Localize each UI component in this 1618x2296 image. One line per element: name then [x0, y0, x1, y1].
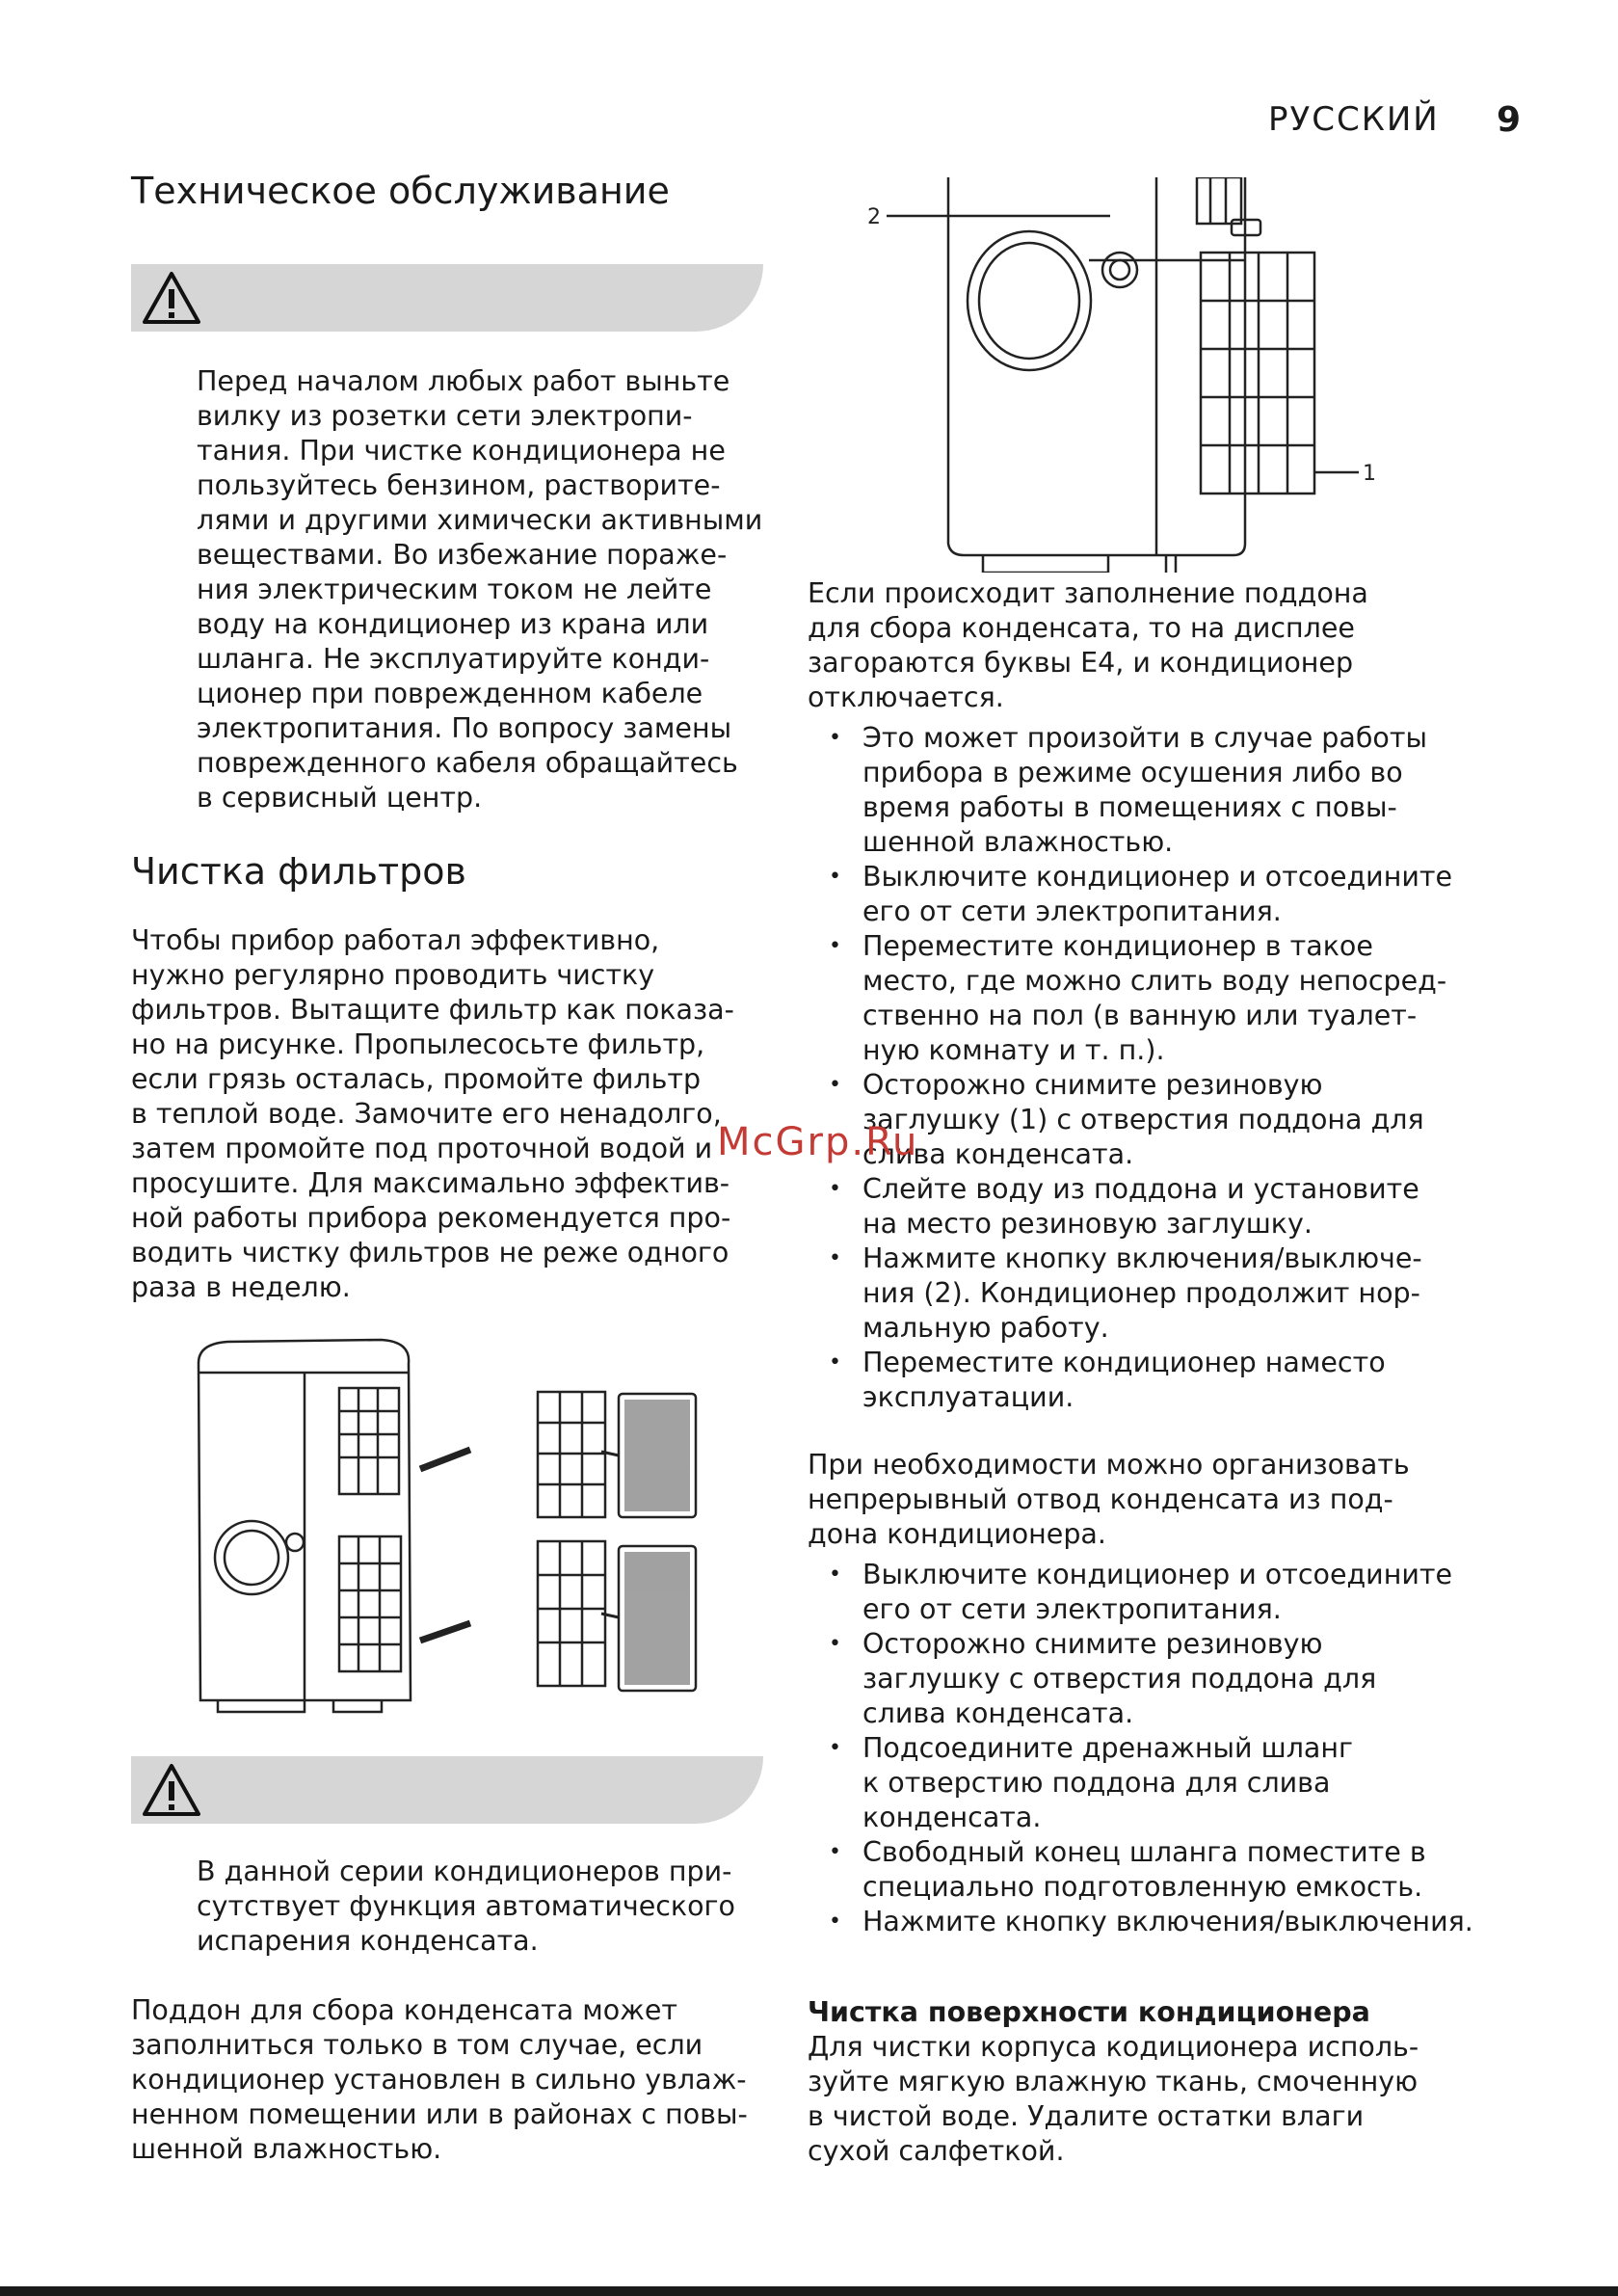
drain-steps-list	[808, 1558, 1501, 1939]
e4-intro-text: Если происходит заполнение поддона для сбора конденсата, то на дисплее загораются буквы E4, и кондиционер отключается.	[808, 577, 1368, 713]
warning-text-evaporation: В данной серии кондиционеров при- сутствует функция автоматического испарения конденсата.	[197, 1855, 735, 1957]
filter-removal-illustration	[189, 1334, 729, 1729]
list-item: • Осторожно снимите резиновую заглушку с отверстия поддона для слива конденсата.	[808, 1627, 1501, 1731]
callout-1: 1	[1363, 462, 1376, 486]
drain-plug-illustration	[867, 177, 1388, 573]
page-number: 9	[1497, 100, 1522, 140]
list-item: • Нажмите кнопку включения/выключения.	[808, 1905, 1501, 1939]
list-item: • Переместите кондиционер наместо эксплуатации.	[808, 1346, 1492, 1415]
surface-cleaning-title: Чистка поверхности кондиционера	[808, 1996, 1370, 2028]
warning-icon	[141, 1762, 202, 1818]
watermark: McGrp.Ru	[717, 1120, 919, 1164]
drain-intro-text: При необходимости можно организовать непрерывный отвод конденсата из под- дона кондиционера.	[808, 1449, 1410, 1550]
list-item: • Выключите кондиционер и отсоедините его от сети электропитания.	[808, 1558, 1501, 1627]
bottom-divider	[0, 2286, 1618, 2296]
warning-bar	[131, 264, 763, 332]
list-item: • Это может произойти в случае работы прибора в режиме осушения либо во время работы в помещениях с повы- шенной влажностью.	[808, 721, 1492, 860]
warning-icon	[141, 270, 202, 326]
list-item: • Переместите кондиционер в такое место, где можно слить воду непосред- ственно на пол (в ванную или туалет- ную комнату и т. п.).	[808, 929, 1492, 1068]
callout-2: 2	[867, 205, 881, 229]
list-item: • Свободный конец шланга поместите в специально подготовленную емкость.	[808, 1835, 1501, 1905]
language-label: РУССКИЙ	[1268, 100, 1440, 139]
list-item: • Нажмите кнопку включения/выключе- ния (2). Кондиционер продолжит нор- мальную работу.	[808, 1241, 1492, 1346]
e4-steps-list	[808, 721, 1492, 1415]
list-item: • Слейте воду из поддона и установите на место резиновую заглушку.	[808, 1172, 1492, 1241]
warning-bar-2	[131, 1756, 763, 1824]
section-title-filters: Чистка фильтров	[131, 850, 466, 893]
warning-text-power: Перед началом любых работ выньте вилку из розетки сети электропи- тания. При чистке кондиционера не пользуйтесь бензином, растворите- лями и другими химически активными веществами. Во избежание пораже- ния электрическим током не лейте воду на кондиционер из крана или шланга. Не эксплуатируйте конди- ционер при поврежденном кабеле электропитания. По вопросу замены поврежденного кабеля обращайтесь в сервисный центр.	[197, 365, 763, 814]
list-item: • Осторожно снимите резиновую заглушку (1) с отверстия поддона для слива конденсата.	[808, 1068, 1492, 1172]
tray-text: Поддон для сбора конденсата может заполниться только в том случае, если кондиционер установлен в сильно увлаж- ненном помещении или в районах с повы- шенной влажностью.	[131, 1994, 748, 2165]
section-title-maintenance: Техническое обслуживание	[131, 170, 670, 212]
filters-cleaning-text: Чтобы прибор работал эффективно, нужно регулярно проводить чистку фильтров. Вытащите фильтр как показа- но на рисунке. Пропылесосьте фильтр, если грязь осталась, промойте фильтр в теплой воде. Замочите его ненадолго, затем промойте под проточной водой и просушите. Для максимально эффектив- ной работы прибора рекомендуется про- водить чистку фильтров не реже одного раза в неделю.	[131, 924, 734, 1303]
surface-cleaning-text: Для чистки корпуса кодиционера исполь- зуйте мягкую влажную ткань, смоченную в чистой воде. Удалите остатки влаги сухой салфеткой.	[808, 2031, 1419, 2167]
list-item: • Выключите кондиционер и отсоедините его от сети электропитания.	[808, 860, 1492, 929]
list-item: • Подсоедините дренажный шланг к отверстию поддона для слива конденсата.	[808, 1731, 1501, 1835]
